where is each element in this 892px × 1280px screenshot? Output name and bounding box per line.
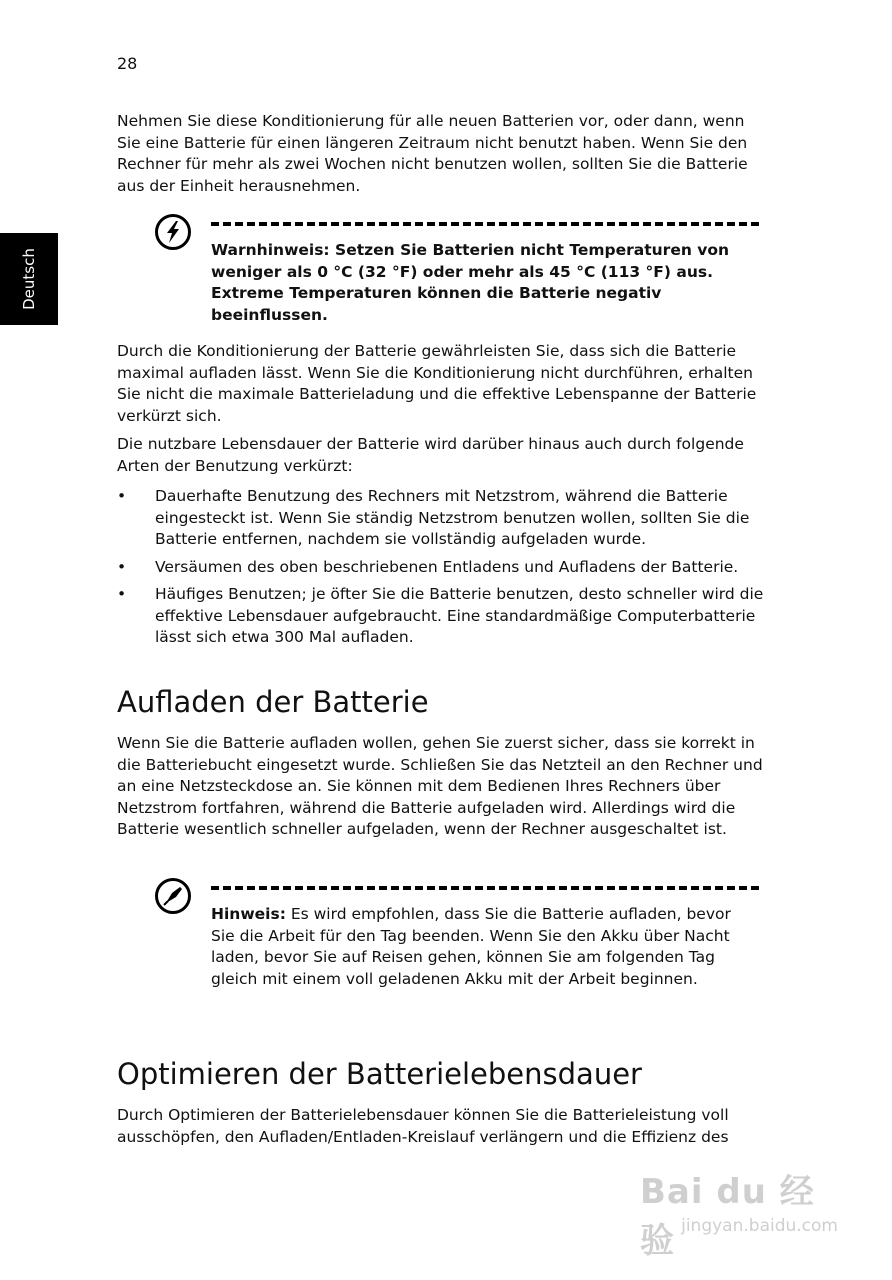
warning-box bbox=[155, 214, 760, 324]
paragraph-lifetime: Die nutzbare Lebensdauer der Batterie wird darüber hinaus auch durch folgende Arten der Benutzung verkürzt: bbox=[117, 435, 744, 475]
list-item: • Häufiges Benutzen; je öfter Sie die Batterie benutzen, desto schneller wird die effektive Lebensdauer aufgebraucht. Eine standardmäßige Computerbatterie lässt sich etwa 300 Mal aufladen. bbox=[117, 585, 764, 646]
language-side-tab bbox=[0, 233, 58, 325]
note-text: Hinweis: Es wird empfohlen, dass Sie die Batterie aufladen, bevor Sie die Arbeit für den Tag beenden. Wenn Sie den Akku über Nacht laden, bevor Sie auf Reisen gehen, können Sie am folgenden Tag gleich mit einem voll geladenen Akku mit der Arbeit beginnen. bbox=[211, 905, 731, 988]
warning-text: Warnhinweis: Setzen Sie Batterien nicht Temperaturen von weniger als 0 °C (32 °F) oder mehr als 45 °C (113 °F) aus. Extreme Temperaturen können die Batterie negativ beeinflussen. bbox=[211, 241, 730, 324]
warning-bolt-icon bbox=[155, 214, 191, 250]
paragraph-conditioning: Durch die Konditionierung der Batterie gewährleisten Sie, dass sich die Batterie maximal aufladen lässt. Wenn Sie die Konditionierung nicht durchführen, erhalten Sie nicht die maximale Batterieladung und die effektive Lebenspanne der Batterie verkürzt sich. bbox=[117, 342, 757, 425]
warning-divider bbox=[211, 222, 759, 226]
heading-charging: Aufladen der Batterie bbox=[117, 685, 429, 719]
intro-paragraph: Nehmen Sie diese Konditionierung für alle neuen Batterien vor, oder dann, wenn Sie eine Batterie für einen längeren Zeitraum nicht benutzt haben. Wenn Sie den Rechner für mehr als zwei Wochen nicht benutzen wollen, sollten Sie die Batterie aus der Einheit herausnehmen. bbox=[117, 112, 748, 195]
watermark-url: jingyan.baidu.com bbox=[681, 1216, 838, 1236]
list-item: • Dauerhafte Benutzung des Rechners mit Netzstrom, während die Batterie eingesteckt ist. Wenn Sie ständig Netzstrom benutzen wollen, sollten Sie die Batterie entfernen, nachdem sie vollständig aufgeladen wurde. bbox=[117, 487, 750, 548]
side-tab-label: Deutsch bbox=[20, 248, 38, 310]
watermark-logo: Bai du 经验 bbox=[640, 1172, 815, 1261]
paragraph-optimizing: Durch Optimieren der Batterielebensdauer können Sie die Batterieleistung voll ausschöpfen, den Aufladen/Entladen-Kreislauf verlängern und die Effizienz des bbox=[117, 1106, 729, 1146]
page-number: 28 bbox=[117, 54, 138, 73]
baidu-watermark bbox=[640, 1140, 840, 1261]
paragraph-charging: Wenn Sie die Batterie aufladen wollen, gehen Sie zuerst sicher, dass sie korrekt in die Batteriebucht eingesetzt wurde. Schließen Sie das Netzteil an den Rechner und an eine Netzsteckdose an. Sie können mit dem Bedienen Ihres Rechners über Netzstrom fortfahren, während die Batterie aufgeladen wird. Allerdings wird die Batterie wesentlich schneller aufgeladen, wenn der Rechner ausgeschaltet ist. bbox=[117, 734, 763, 838]
note-pen-icon bbox=[155, 878, 191, 914]
heading-optimizing: Optimieren der Batterielebensdauer bbox=[117, 1057, 642, 1091]
list-item: • Versäumen des oben beschriebenen Entladens und Aufladens der Batterie. bbox=[117, 557, 739, 576]
usage-bullet-list bbox=[117, 486, 767, 655]
note-divider bbox=[211, 886, 759, 890]
note-box bbox=[155, 878, 760, 1023]
